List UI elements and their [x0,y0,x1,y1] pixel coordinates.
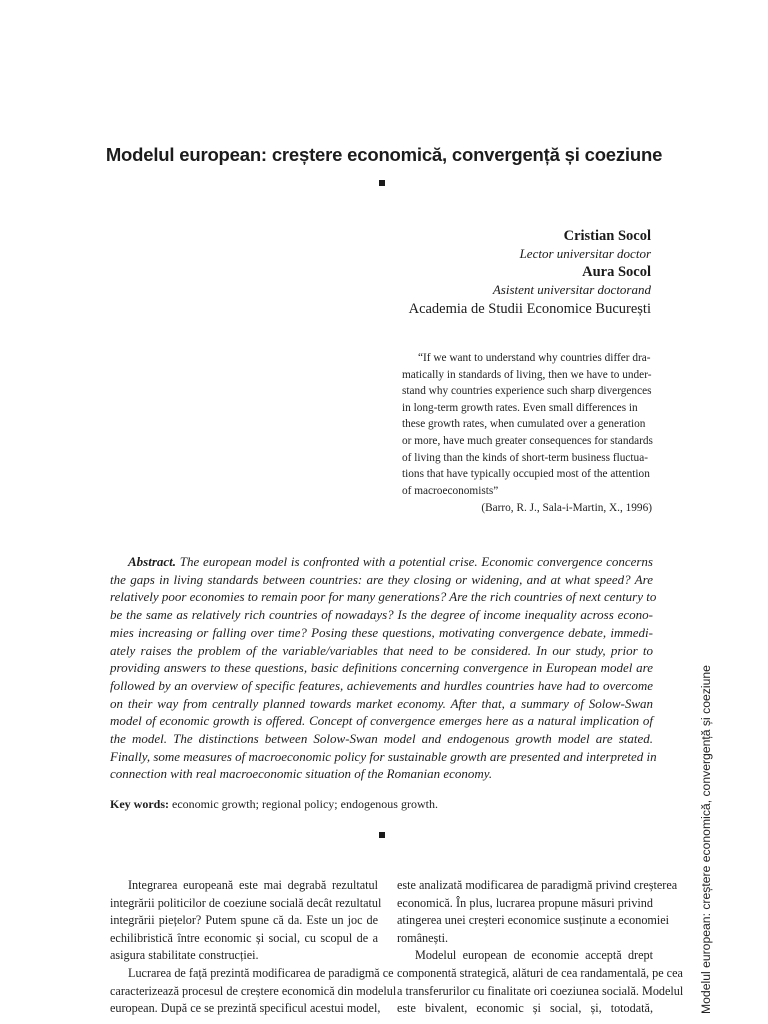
epigraph-line: of living than the kinds of short-term business fluctua- [402,451,648,464]
body-line: economică. În plus, lucrarea propune măsuri privind [397,895,653,910]
keywords [110,797,438,812]
abstract-line: be the same as relatively rich countries of nowadays? Is the degree of income inequality across econo- [110,607,653,623]
author-2-role: Asistent universitar doctorand [492,282,651,297]
article-title: Modelul european: creștere economică, convergență și coeziune [105,144,663,165]
running-header-vertical: Modelul european: creștere economică, convergență și coeziune [699,665,713,1014]
body-line: este bivalent, economic și social, și, totodată, [397,1001,653,1016]
abstract [110,553,657,783]
body-line: Lucrarea de față prezintă modificarea de paradigmă ce [128,965,394,980]
keywords-text: economic growth; regional policy; endogenous growth. [172,797,438,811]
epigraph-line: matically in standards of living, then we have to under- [402,368,652,381]
author-institution: Academia de Studii Economice București [408,301,651,317]
abstract-label: Abstract. [128,554,177,569]
epigraph-line: these growth rates, when cumulated over a generation [402,418,646,431]
body-column-left [110,877,397,1018]
epigraph-line: in long-term growth rates. Even small differences in [402,401,638,414]
abstract-line: ately raises the problem of the variable/variables that need to be considered. In our study, prior to [110,642,653,658]
body-line: Integrarea europeană este mai degrabă rezultatul [128,878,378,892]
body-line: asigura stabilitate construcției. [110,948,259,963]
epigraph-line: stand why countries experience such sharp divergences [402,385,652,398]
epigraph-line: of macroeconomists” [402,484,499,497]
abstract-line: Finally, some measures of macroeconomic policy for sustainable growth are presented and interpreted in [110,748,657,764]
abstract-line: followed by an overview of specific features, achievements and hurdles countries have had to overcome [110,677,653,693]
body-line: integrării politicilor de coeziune socială decât rezultatul [110,895,382,910]
author-1-role: Lector universitar doctor [519,246,651,261]
abstract-line: The european model is confronted with a potential crise. Economic convergence concerns [179,554,653,569]
epigraph-citation: (Barro, R. J., Sala-i-Martin, X., 1996) [481,502,652,515]
body-line: componentă strategică, alături de cea randamentală, pe cea [397,965,683,980]
abstract-line: mies increasing or falling over time? Posing these questions, motivating convergence debate, immedi- [110,624,653,640]
separator-square-bottom [379,832,385,838]
epigraph-line: tions that have typically occupied most of the attention [402,468,650,481]
abstract-line: providing answers to these questions, basic definitions concerning convergence in European model are [110,660,653,676]
body-line: românești. [397,930,449,945]
body-line: este analizată modificarea de paradigmă privind creșterea [397,878,678,892]
body-line: integrării piețelor? Putem spune că da. Este un joc de [110,913,378,928]
body-line: echilibristică între economic și social, cu scopul de a [110,930,378,945]
body-line: european. După ce se prezintă specificul acestui model, [110,1001,381,1016]
abstract-line: the model. The distinctions between Solow-Swan model and endogenous growth model are stated. [110,731,653,747]
epigraph-line: “If we want to understand why countries differ dra- [418,352,651,364]
author-1-name: Cristian Socol [563,228,651,244]
body-column-right [397,877,684,1018]
abstract-line: connection with real macroeconomic situation of the Romanian economy. [110,766,493,782]
abstract-line: on their way from centrally planned towards market economy. After that, a summary of Solow-Swan [110,695,653,711]
abstract-line: relatively poor economies to remain poor for many generations? Are the rich countries of next century to [110,589,657,605]
separator-square-top [379,180,385,186]
author-2-name: Aura Socol [582,264,651,280]
keywords-label: Key words: [110,797,169,811]
body-line: a transferurilor cu finalitate ori coeziunea socială. Modelul [397,983,684,998]
body-line: caracterizează procesul de creștere economică din modelul [110,983,397,998]
epigraph-line: or more, have much greater consequences for standards [402,434,653,447]
body-line: Modelul european de economie acceptă drept [415,948,653,963]
abstract-line: model of economic growth is offered. Concept of convergence emerges here as a natural implication of [110,713,653,729]
epigraph [402,350,652,517]
author-block [231,227,651,318]
body-line: atingerea unei creșteri economice susținute a economiei [397,913,670,928]
abstract-line: the gaps in living standards between countries: are they closing or widening, and at what speed? Are [110,571,653,587]
